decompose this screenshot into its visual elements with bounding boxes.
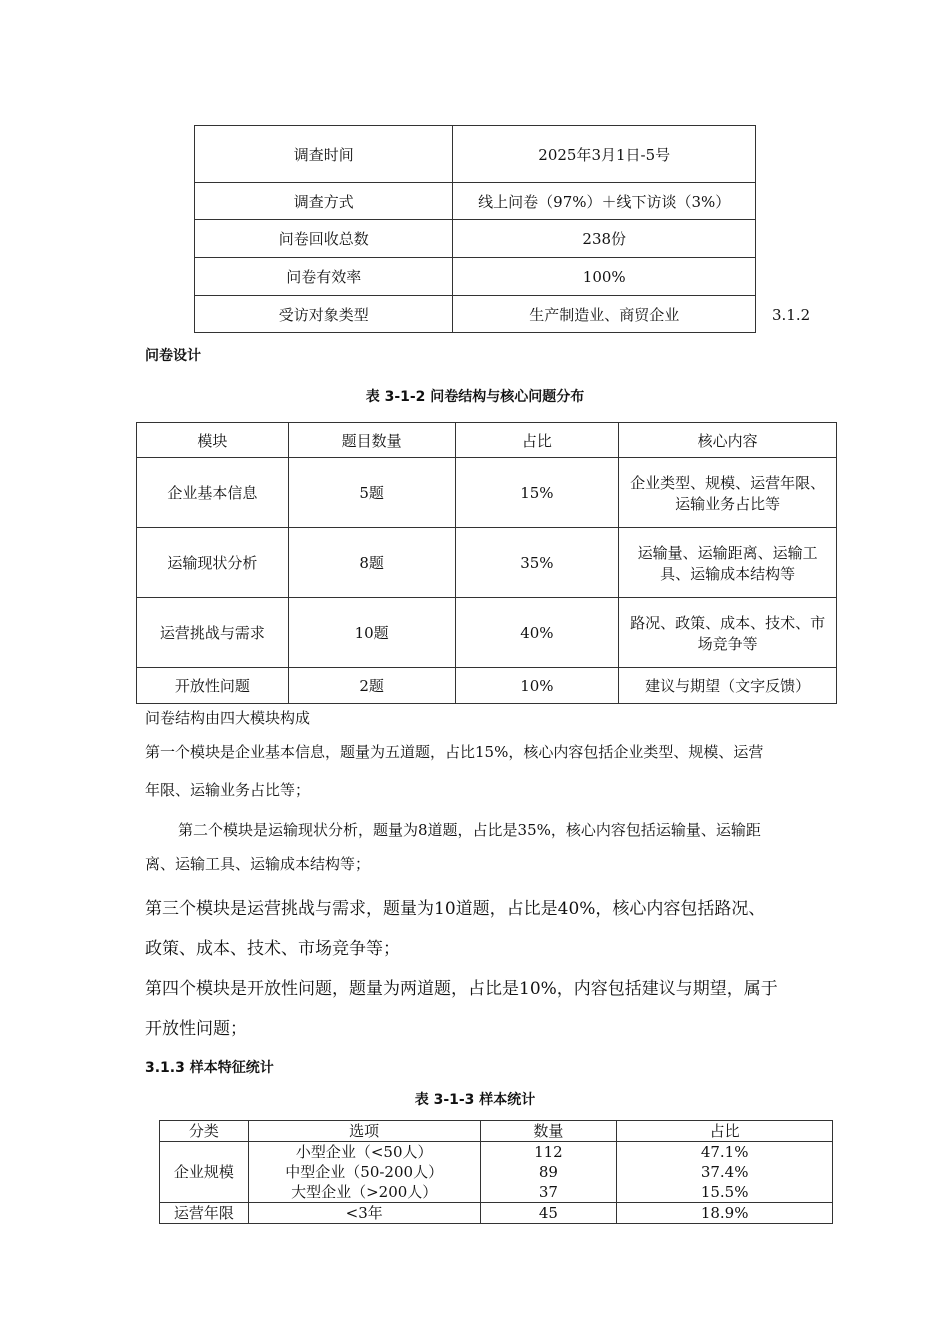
cell: 调查方式 — [195, 183, 453, 220]
cell — [480, 1142, 617, 1203]
paragraph: 离、运输工具、运输成本结构等； — [145, 855, 371, 873]
cell: 企业类型、规模、运营年限、运输业务占比等 — [619, 458, 837, 528]
header-cell: 模块 — [137, 423, 289, 458]
cell: 路况、政策、成本、技术、市场竞争等 — [619, 598, 837, 668]
cell: 10题 — [288, 598, 455, 668]
cell: 10% — [455, 668, 619, 704]
cell: 45 — [480, 1203, 617, 1224]
cell: 2025年3月1日-5号 — [453, 126, 756, 183]
cell: 8题 — [288, 528, 455, 598]
option: 中型企业（50-200人） — [285, 1163, 444, 1181]
cell: 运营挑战与需求 — [137, 598, 289, 668]
option: 大型企业（>200人） — [291, 1183, 438, 1201]
cell: 5题 — [288, 458, 455, 528]
cell: 企业规模 — [160, 1142, 249, 1203]
header-cell: 占比 — [455, 423, 619, 458]
cell: 建议与期望（文字反馈） — [619, 668, 837, 704]
sample-statistics-table — [159, 1120, 833, 1224]
table-caption: 表 3-1-3 样本统计 — [414, 1092, 536, 1108]
cell: 受访对象类型 — [195, 296, 453, 333]
cell: 18.9% — [617, 1203, 833, 1224]
paragraph: 开放性问题； — [145, 1019, 247, 1039]
cell: 2题 — [288, 668, 455, 704]
cell: <3年 — [248, 1203, 480, 1224]
header-cell: 分类 — [160, 1121, 249, 1142]
survey-info-table — [194, 125, 756, 333]
percent: 15.5% — [700, 1183, 749, 1201]
cell: 线上问卷（97%）＋线下访谈（3%） — [453, 183, 756, 220]
option: 小型企业（<50人） — [295, 1143, 433, 1161]
paragraph: 第四个模块是开放性问题，题量为两道题，占比是10%，内容包括建议与期望，属于 — [145, 979, 778, 999]
cell: 运输现状分析 — [137, 528, 289, 598]
cell: 开放性问题 — [137, 668, 289, 704]
percent: 47.1% — [700, 1143, 749, 1161]
paragraph: 问卷结构由四大模块构成 — [145, 709, 311, 727]
section-title: 3.1.3 样本特征统计 — [145, 1060, 274, 1076]
count: 37 — [538, 1183, 558, 1201]
cell: 40% — [455, 598, 619, 668]
cell — [617, 1142, 833, 1203]
section-title: 问卷设计 — [145, 348, 201, 364]
count: 89 — [538, 1163, 558, 1181]
paragraph: 政策、成本、技术、市场竞争等； — [145, 939, 400, 959]
paragraph: 年限、运输业务占比等； — [145, 781, 311, 799]
section-number: 3.1.2 — [772, 306, 811, 324]
paragraph: 第一个模块是企业基本信息，题量为五道题，占比15%，核心内容包括企业类型、规模、运营 — [145, 743, 764, 761]
cell: 问卷回收总数 — [195, 220, 453, 258]
cell: 问卷有效率 — [195, 258, 453, 296]
header-cell: 数量 — [480, 1121, 617, 1142]
cell: 238份 — [453, 220, 756, 258]
paragraph: 第二个模块是运输现状分析，题量为8道题，占比是35%，核心内容包括运输量、运输距 — [178, 821, 761, 839]
cell: 100% — [453, 258, 756, 296]
cell: 运输量、运输距离、运输工具、运输成本结构等 — [619, 528, 837, 598]
header-cell: 核心内容 — [619, 423, 837, 458]
header-cell: 选项 — [248, 1121, 480, 1142]
cell: 调查时间 — [195, 126, 453, 183]
header-cell: 占比 — [617, 1121, 833, 1142]
paragraph: 第三个模块是运营挑战与需求，题量为10道题，占比是40%，核心内容包括路况、 — [145, 899, 766, 919]
cell: 生产制造业、商贸企业 — [453, 296, 756, 333]
table-caption: 表 3-1-2 问卷结构与核心问题分布 — [365, 389, 585, 405]
cell: 15% — [455, 458, 619, 528]
cell: 35% — [455, 528, 619, 598]
count: 112 — [534, 1143, 563, 1161]
cell: 运营年限 — [160, 1203, 249, 1224]
cell — [248, 1142, 480, 1203]
cell: 企业基本信息 — [137, 458, 289, 528]
header-cell: 题目数量 — [288, 423, 455, 458]
questionnaire-structure-table — [136, 422, 837, 704]
percent: 37.4% — [700, 1163, 749, 1181]
